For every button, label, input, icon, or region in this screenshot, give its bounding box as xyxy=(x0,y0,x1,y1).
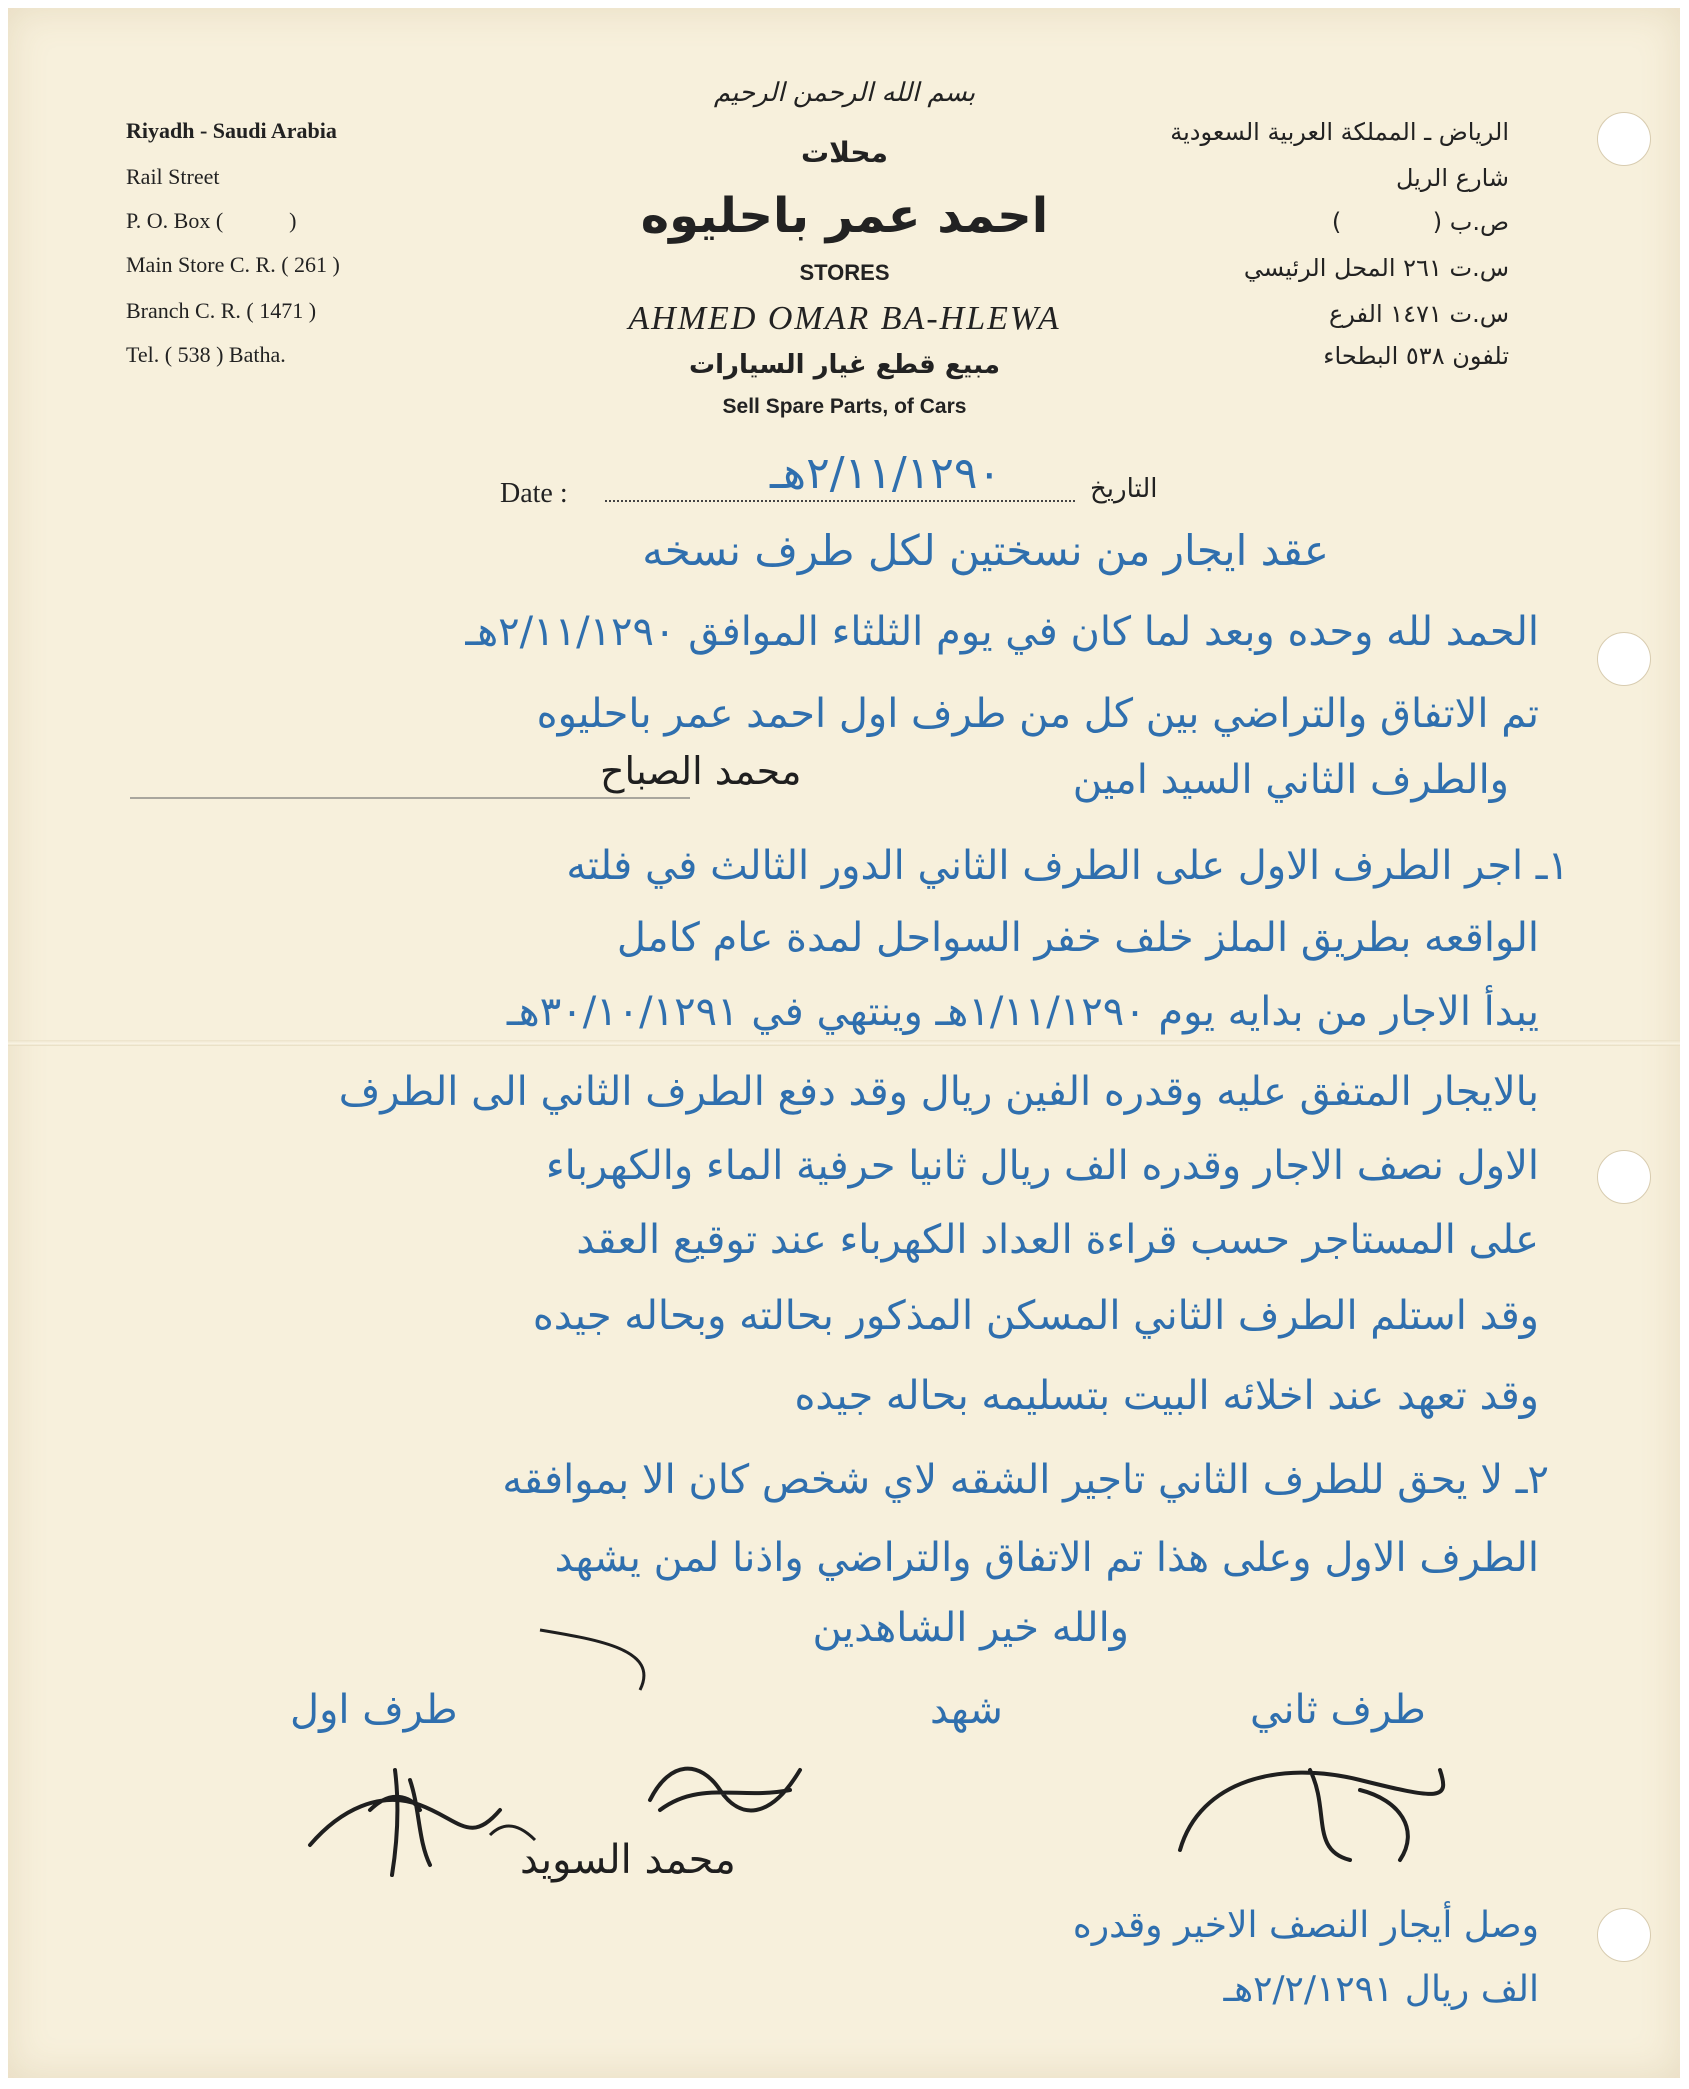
letterhead-ar-city: الرياض ـ المملكة العربية السعودية xyxy=(1170,118,1509,146)
contract-closing-line: والله خير الشاهدين xyxy=(812,1605,1129,1651)
letterhead-ar-stores: محلات xyxy=(801,136,888,169)
letterhead-city: Riyadh - Saudi Arabia xyxy=(126,118,337,143)
contract-clause-1-line-7: وقد استلم الطرف الثاني المسكن المذكور بحالته وبحاله جيده xyxy=(532,1293,1539,1339)
contract-clause-1-line-5: الاول نصف الاجار وقدره الف ريال ثانيا حرفية الماء والكهرباء xyxy=(545,1143,1539,1189)
contract-clause-1-line-1: ١ـ اجر الطرف الاول على الطرف الثاني الدور الثالث في فلته xyxy=(566,843,1569,889)
blank-signature-line xyxy=(130,797,690,799)
contract-title: عقد ايجار من نسختين لكل طرف نسخه xyxy=(642,526,1329,575)
witness-signature-scribble xyxy=(640,1740,820,1830)
date-value-handwritten: ٢/١١/١٢٩٠هـ xyxy=(770,448,1002,499)
date-dotted-line xyxy=(605,500,1075,502)
letterhead-stores-label: STORES xyxy=(799,260,890,285)
punch-hole xyxy=(1597,1150,1651,1204)
contract-clause-1-line-4: بالايجار المتفق عليه وقدره الفين ريال وقد دفع الطرف الثاني الى الطرف xyxy=(338,1069,1539,1115)
basmala: بسم الله الرحمن الرحيم xyxy=(713,78,976,108)
contract-clause-1-line-6: على المستاجر حسب قراءة العداد الكهرباء عند توقيع العقد xyxy=(576,1217,1539,1263)
contract-clause-2-line-2: الطرف الاول وعلى هذا تم الاتفاق والتراضي واذنا لمن يشهد xyxy=(554,1535,1539,1581)
letterhead-ar-tagline: مبيع قطع غيار السيارات xyxy=(689,350,1000,380)
letterhead-ar-main-store: س.ت ٢٦١ المحل الرئيسي xyxy=(1243,254,1509,282)
letterhead-company-name: AHMED OMAR BA-HLEWA xyxy=(628,300,1061,337)
witness-signature-name: محمد السويد xyxy=(520,1837,736,1883)
contract-line-1: الحمد لله وحده وبعد لما كان في يوم الثلثاء الموافق ٢/١١/١٢٩٠هـ xyxy=(465,609,1539,655)
contract-clause-1-line-8: وقد تعهد عند اخلائه البيت بتسليمه بحاله جيده xyxy=(794,1373,1539,1419)
inserted-party-name: محمد الصباح xyxy=(600,749,802,793)
punch-hole xyxy=(1597,632,1651,686)
letterhead-ar-branch: س.ت ١٤٧١ الفرع xyxy=(1328,300,1509,328)
party-one-label: طرف اول xyxy=(290,1687,458,1733)
punch-hole xyxy=(1597,1908,1651,1962)
contract-clause-2-line-1: ٢ـ لا يحق للطرف الثاني تاجير الشقه لاي شخص كان الا بموافقه xyxy=(502,1457,1549,1503)
contract-clause-1-line-3: يبدأ الاجار من بدايه يوم ١/١١/١٢٩٠هـ وينتهي في ٣٠/١٠/١٢٩١هـ xyxy=(506,989,1539,1035)
date-label-ar: التاريخ xyxy=(1090,474,1158,504)
letterhead-ar-telephone: تلفون ٥٣٨ البطحاء xyxy=(1323,342,1509,370)
witness-label: شهد xyxy=(930,1687,1003,1733)
paper-fold-crease xyxy=(8,1040,1680,1046)
contract-line-2: تم الاتفاق والتراضي بين كل من طرف اول احمد عمر باحليوه xyxy=(536,691,1539,737)
party-two-signature xyxy=(1160,1740,1460,1880)
letterhead-telephone: Tel. ( 538 ) Batha. xyxy=(126,342,286,367)
receipt-line-2: الف ريال ٢/٢/١٢٩١هـ xyxy=(1223,1969,1539,2010)
party-two-label: طرف ثاني xyxy=(1250,1687,1426,1733)
letterhead-ar-street: شارع الريل xyxy=(1395,164,1509,192)
contract-line-3: والطرف الثاني السيد امين xyxy=(1072,757,1509,803)
contract-clause-1-line-2: الواقعه بطريق الملز خلف خفر السواحل لمدة عام كامل xyxy=(616,915,1539,961)
letterhead-ar-company-name: احمد عمر باحليوه xyxy=(640,188,1049,244)
letterhead-tagline: Sell Spare Parts, of Cars xyxy=(722,395,967,418)
letterhead-po-box: P. O. Box ( ) xyxy=(126,208,297,233)
letterhead-ar-po-box: ص.ب ( ) xyxy=(1331,208,1509,236)
letterhead-street: Rail Street xyxy=(126,164,220,189)
date-label: Date : xyxy=(500,478,568,509)
flourish-mark xyxy=(520,1620,680,1700)
letterhead-branch-cr: Branch C. R. ( 1471 ) xyxy=(126,298,317,323)
receipt-line-1: وصل أيجار النصف الاخير وقدره xyxy=(1072,1905,1539,1946)
letterhead-main-store-cr: Main Store C. R. ( 261 ) xyxy=(126,252,340,277)
